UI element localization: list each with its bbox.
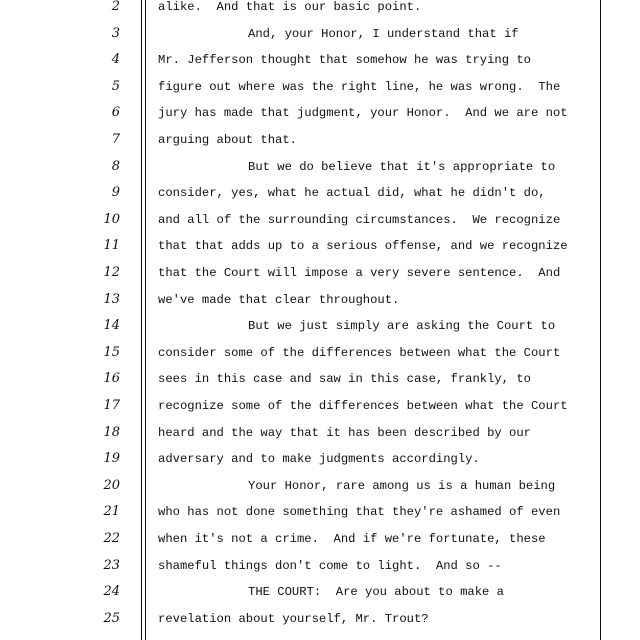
transcript-line	[0, 47, 640, 73]
transcript-line	[0, 553, 640, 579]
line-number: 16	[103, 371, 120, 387]
transcript-line	[0, 154, 640, 180]
transcript-line	[0, 0, 640, 20]
line-number: 20	[103, 477, 120, 493]
transcript-line	[0, 74, 640, 100]
transcript-line	[0, 233, 640, 259]
transcript-line	[0, 287, 640, 313]
line-number: 21	[103, 504, 120, 520]
transcript-line	[0, 473, 640, 499]
line-number: 2	[111, 0, 120, 14]
line-number: 7	[111, 132, 120, 147]
line-text: heard and the way that it has been described by our	[158, 425, 531, 440]
line-text: alike. And that is our basic point.	[158, 0, 422, 14]
line-text: jury has made that judgment, your Honor. And we are not	[158, 106, 568, 121]
transcript-line	[0, 340, 640, 366]
line-number: 19	[103, 451, 120, 467]
line-text: recognize some of the differences between what the Court	[158, 399, 568, 413]
line-text: that that adds up to a serious offense, and we recognize	[158, 239, 568, 254]
transcript-line	[0, 21, 640, 47]
line-text: when it's not a crime. And if we're fortunate, these	[158, 532, 546, 546]
line-number: 14	[103, 318, 120, 334]
transcript-line	[0, 606, 640, 632]
line-number: 10	[103, 211, 120, 227]
line-text: consider, yes, what he actual did, what he didn't do,	[158, 186, 546, 201]
line-text: revelation about yourself, Mr. Trout?	[158, 611, 429, 626]
line-number: 24	[103, 584, 120, 600]
transcript-line	[0, 100, 640, 126]
line-text: who has not done something that they're ashamed of even	[158, 505, 561, 520]
line-text: adversary and to make judgments accordingly.	[158, 452, 480, 467]
line-number: 23	[103, 557, 120, 573]
line-number: 17	[103, 398, 120, 413]
line-number: 5	[111, 78, 120, 94]
transcript-line	[0, 499, 640, 525]
transcript-line	[0, 526, 640, 552]
line-number: 22	[103, 531, 120, 546]
line-number: 25	[103, 610, 120, 626]
transcript-line	[0, 127, 640, 153]
transcript-line	[0, 420, 640, 446]
line-number: 3	[111, 25, 120, 41]
line-text: sees in this case and saw in this case, frankly, to	[158, 372, 531, 387]
line-number: 6	[111, 105, 120, 121]
line-number: 18	[103, 424, 120, 440]
line-number: 9	[111, 185, 120, 201]
transcript-line	[0, 446, 640, 472]
line-text: shameful things don't come to light. And so --	[158, 558, 502, 573]
line-text: that the Court will impose a very severe sentence. And	[158, 266, 561, 280]
transcript-line	[0, 207, 640, 233]
line-text: Your Honor, rare among us is a human being	[248, 478, 556, 493]
line-number: 11	[103, 238, 120, 254]
line-number: 4	[111, 52, 120, 68]
line-text: consider some of the differences between what the Court	[158, 345, 561, 360]
transcript-line	[0, 366, 640, 392]
line-number: 8	[111, 158, 120, 174]
transcript-line	[0, 393, 640, 419]
line-text: And, your Honor, I understand that if	[248, 26, 519, 41]
transcript-line	[0, 579, 640, 605]
line-text: we've made that clear throughout.	[158, 292, 400, 307]
line-number: 12	[103, 265, 120, 280]
transcript-line	[0, 260, 640, 286]
line-text: But we do believe that it's appropriate to	[248, 159, 556, 174]
line-text: Mr. Jefferson thought that somehow he was trying to	[158, 53, 531, 68]
line-text: and all of the surrounding circumstances. We recognize	[158, 212, 561, 227]
line-number: 15	[103, 344, 120, 360]
line-text: But we just simply are asking the Court to	[248, 319, 556, 334]
line-text: THE COURT: Are you about to make a	[248, 585, 504, 600]
line-number: 13	[103, 291, 120, 307]
transcript-line	[0, 313, 640, 339]
line-text: figure out where was the right line, he was wrong. The	[158, 79, 561, 94]
transcript-line	[0, 180, 640, 206]
line-text: arguing about that.	[158, 133, 297, 147]
